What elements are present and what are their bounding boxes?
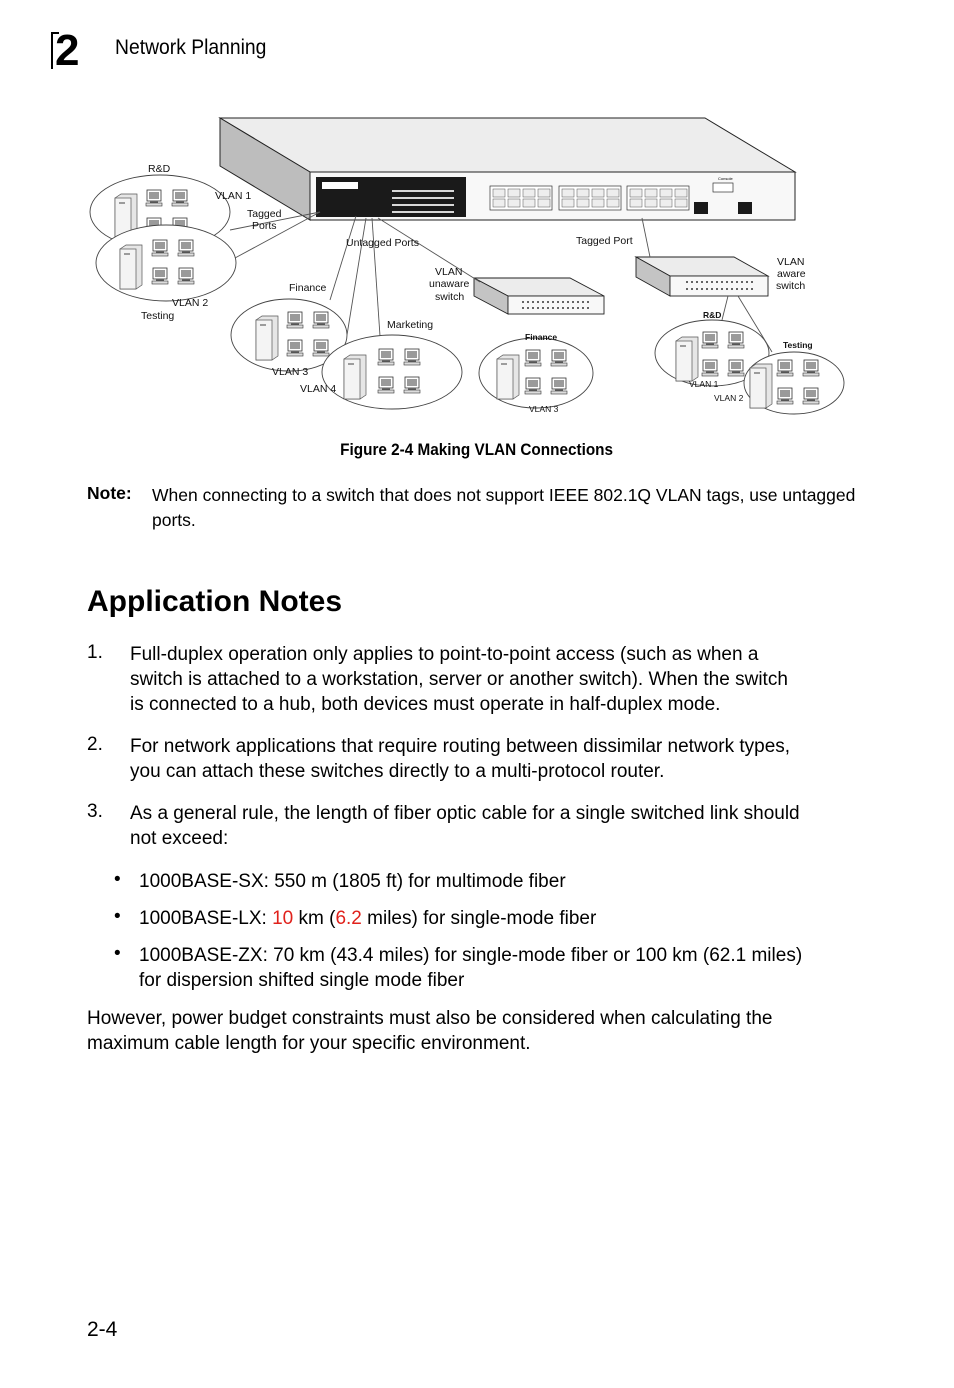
label-vlan-aware-2: aware: [777, 268, 806, 280]
item-2-line-1: For network applications that require routing between dissimilar network types,: [130, 736, 791, 757]
item-3-number: 3.: [87, 801, 103, 822]
label-marketing: Marketing: [387, 319, 434, 331]
application-notes-heading: Application Notes: [87, 585, 343, 618]
item-1-number: 1.: [87, 642, 103, 663]
label-testing-right: Testing: [783, 340, 813, 350]
label-testing-left: Testing: [141, 310, 175, 322]
label-vlan4: VLAN 4: [300, 383, 337, 395]
item-2-number: 2.: [87, 734, 103, 755]
label-vlan3-mid: VLAN 3: [529, 404, 559, 414]
label-vlan-aware-1: VLAN: [777, 256, 805, 268]
bullet-2-prefix: 1000BASE-LX:: [139, 908, 273, 929]
label-vlan2-left: VLAN 2: [172, 297, 209, 309]
item-3-line-1: As a general rule, the length of fiber optic cable for a single switched link should: [130, 803, 800, 824]
item-2-text: [130, 734, 790, 784]
item-3-line-2: not exceed:: [130, 828, 229, 849]
label-vlan1-right: VLAN 1: [689, 379, 719, 389]
vlan-connections-figure: [80, 110, 860, 430]
label-tagged-ports-1: Tagged: [247, 208, 282, 220]
item-1-line-3: is connected to a hub, both devices must operate in half-duplex mode.: [130, 694, 721, 715]
label-vlan2-right: VLAN 2: [714, 393, 744, 403]
item-3-text: [130, 801, 800, 851]
section-title: Network Planning: [115, 36, 267, 59]
item-1-line-2: switch is attached to a workstation, server or another switch). When the switch: [130, 669, 788, 690]
bullet-3-text: [139, 943, 802, 993]
page-number: 2-4: [87, 1318, 118, 1341]
label-tagged-ports-2: Ports: [252, 220, 277, 232]
item-1-text: [130, 642, 788, 717]
bullet-2-miles-value: 6.2: [335, 908, 362, 929]
figure-caption-text: Figure 2-4 Making VLAN Connections: [340, 440, 614, 459]
label-finance-bold: Finance: [525, 332, 558, 342]
bullet-1-text: 1000BASE-SX: 550 m (1805 ft) for multimode fiber: [139, 871, 566, 892]
label-rd-top: R&D: [148, 163, 171, 175]
network-diagram: [80, 110, 860, 430]
item-2-line-2: you can attach these switches directly to a multi-protocol router.: [130, 761, 665, 782]
chapter-number: 2: [55, 26, 79, 75]
console-label: Console: [718, 176, 733, 181]
label-vlan-unaware-2: unaware: [429, 278, 470, 290]
bullet-3-marker: •: [114, 943, 121, 964]
item-1-line-1: Full-duplex operation only applies to point-to-point access (such as when a: [130, 644, 759, 665]
bullet-3-line-2: for dispersion shifted single mode fiber: [139, 970, 465, 991]
bullet-2-km-value: 10: [272, 908, 294, 929]
label-vlan1-top: VLAN 1: [215, 190, 252, 202]
closing-paragraph: [87, 1006, 772, 1056]
label-vlan-unaware-3: switch: [435, 291, 465, 303]
note-label: Note:: [87, 483, 132, 503]
label-tagged-port: Tagged Port: [576, 235, 633, 247]
figure-caption: [0, 440, 954, 460]
closing-line-2: maximum cable length for your specific environment.: [87, 1033, 531, 1054]
bullet-2-mid: km (: [293, 908, 336, 929]
note-text: When connecting to a switch that does not support IEEE 802.1Q VLAN tags, use untagged ports.: [152, 485, 856, 530]
bullet-1-marker: •: [114, 869, 121, 890]
label-finance: Finance: [289, 282, 327, 294]
chapter-marker: [51, 26, 93, 75]
label-untagged-ports: Untagged Ports: [346, 237, 419, 249]
label-vlan-unaware-1: VLAN: [435, 266, 463, 278]
bullet-2-text: [139, 906, 596, 931]
bullet-2-suffix: miles) for single-mode fiber: [361, 908, 597, 929]
closing-line-1: However, power budget constraints must also be considered when calculating the: [87, 1008, 773, 1029]
label-vlan-aware-3: switch: [776, 280, 806, 292]
bullet-3-line-1: 1000BASE-ZX: 70 km (43.4 miles) for single-mode fiber or 100 km (62.1 miles): [139, 945, 803, 966]
label-vlan3-left: VLAN 3: [272, 366, 309, 378]
bullet-2-marker: •: [114, 906, 121, 927]
label-rd-right: R&D: [703, 310, 722, 320]
